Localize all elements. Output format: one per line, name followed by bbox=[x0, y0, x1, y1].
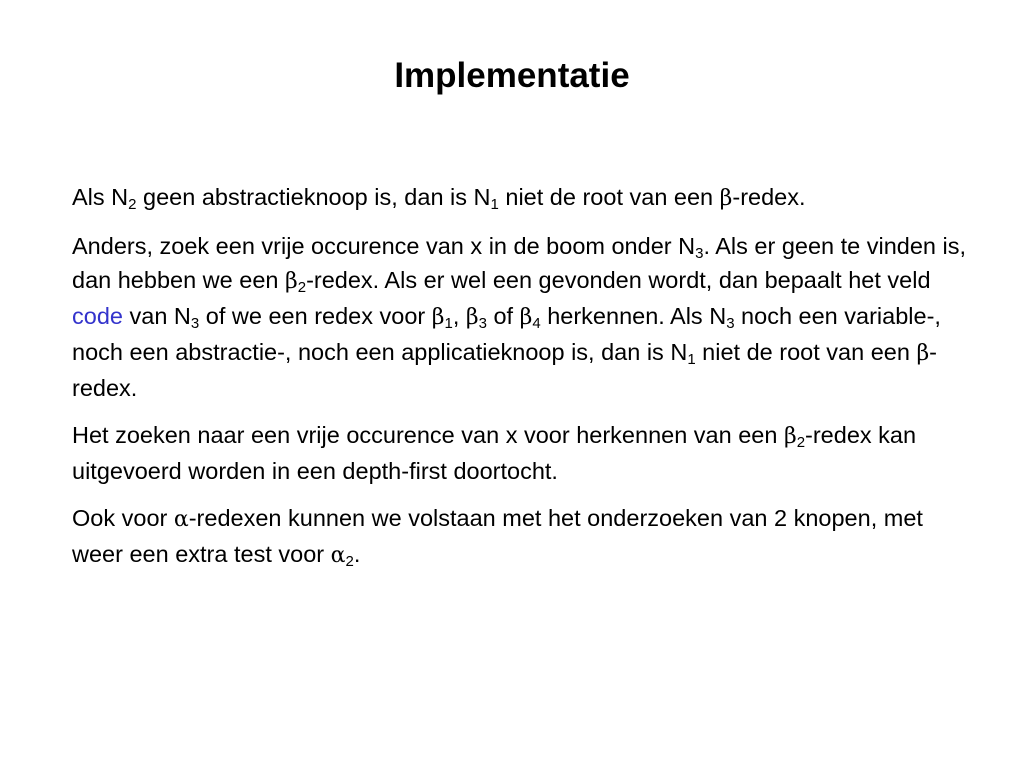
text: -redex kan uitgevoerd worden in een depth-first doortocht. bbox=[72, 422, 917, 484]
text: niet de root van een bbox=[695, 339, 917, 365]
subscript: 1 bbox=[490, 196, 499, 213]
text: -redex. bbox=[72, 339, 937, 401]
beta-symbol: β bbox=[783, 424, 797, 449]
subscript: 3 bbox=[478, 315, 487, 332]
slide-content bbox=[72, 180, 977, 586]
text: -redex. bbox=[732, 184, 806, 210]
text: Het zoeken naar een vrije occurence van x voor herkennen van een bbox=[72, 422, 784, 448]
text: geen abstractieknoop is, dan is N bbox=[136, 184, 491, 210]
subscript: 2 bbox=[345, 553, 354, 570]
text: Anders, zoek een vrije occurence van x in de boom onder N bbox=[72, 233, 696, 259]
subscript: 1 bbox=[444, 315, 453, 332]
alpha-symbol: α bbox=[173, 507, 189, 532]
beta-symbol: β bbox=[916, 341, 930, 366]
code-keyword: code bbox=[72, 303, 123, 329]
beta-symbol: β bbox=[519, 305, 533, 330]
paragraph-1 bbox=[72, 180, 977, 216]
slide-title: Implementatie bbox=[394, 56, 630, 95]
text: of we een redex voor bbox=[199, 303, 432, 329]
text: Ook voor bbox=[72, 505, 174, 531]
subscript: 2 bbox=[297, 279, 307, 296]
text: Als N bbox=[72, 184, 129, 210]
beta-symbol: β bbox=[719, 186, 733, 211]
subscript: 2 bbox=[128, 196, 137, 213]
text: noch een variable-, noch een abstractie-, noch een applicatieknoop is, dan is N bbox=[72, 303, 941, 365]
text: -redex. Als er wel een gevonden wordt, dan bepaalt het veld bbox=[306, 267, 931, 293]
beta-symbol: β bbox=[431, 305, 445, 330]
alpha-symbol: α bbox=[330, 543, 346, 568]
text: van N bbox=[122, 303, 191, 329]
text: , bbox=[452, 303, 466, 329]
beta-symbol: β bbox=[465, 305, 479, 330]
paragraph-2 bbox=[72, 229, 977, 405]
paragraph-3 bbox=[72, 418, 977, 488]
subscript: 3 bbox=[726, 315, 735, 332]
text: -redexen kunnen we volstaan met het onderzoeken van 2 knopen, met weer een extra test voor bbox=[72, 505, 923, 567]
subscript: 2 bbox=[796, 434, 806, 451]
beta-symbol: β bbox=[285, 269, 298, 294]
text: . Als er geen te vinden is, dan hebben we een bbox=[72, 233, 967, 293]
text: of bbox=[486, 303, 520, 329]
subscript: 3 bbox=[695, 245, 704, 262]
subscript: 3 bbox=[190, 315, 200, 332]
text: . bbox=[353, 541, 361, 567]
paragraph-4 bbox=[72, 501, 977, 573]
text: niet de root van een bbox=[498, 184, 720, 210]
subscript: 4 bbox=[532, 315, 541, 332]
text: herkennen. Als N bbox=[540, 303, 727, 329]
subscript: 1 bbox=[687, 351, 696, 368]
